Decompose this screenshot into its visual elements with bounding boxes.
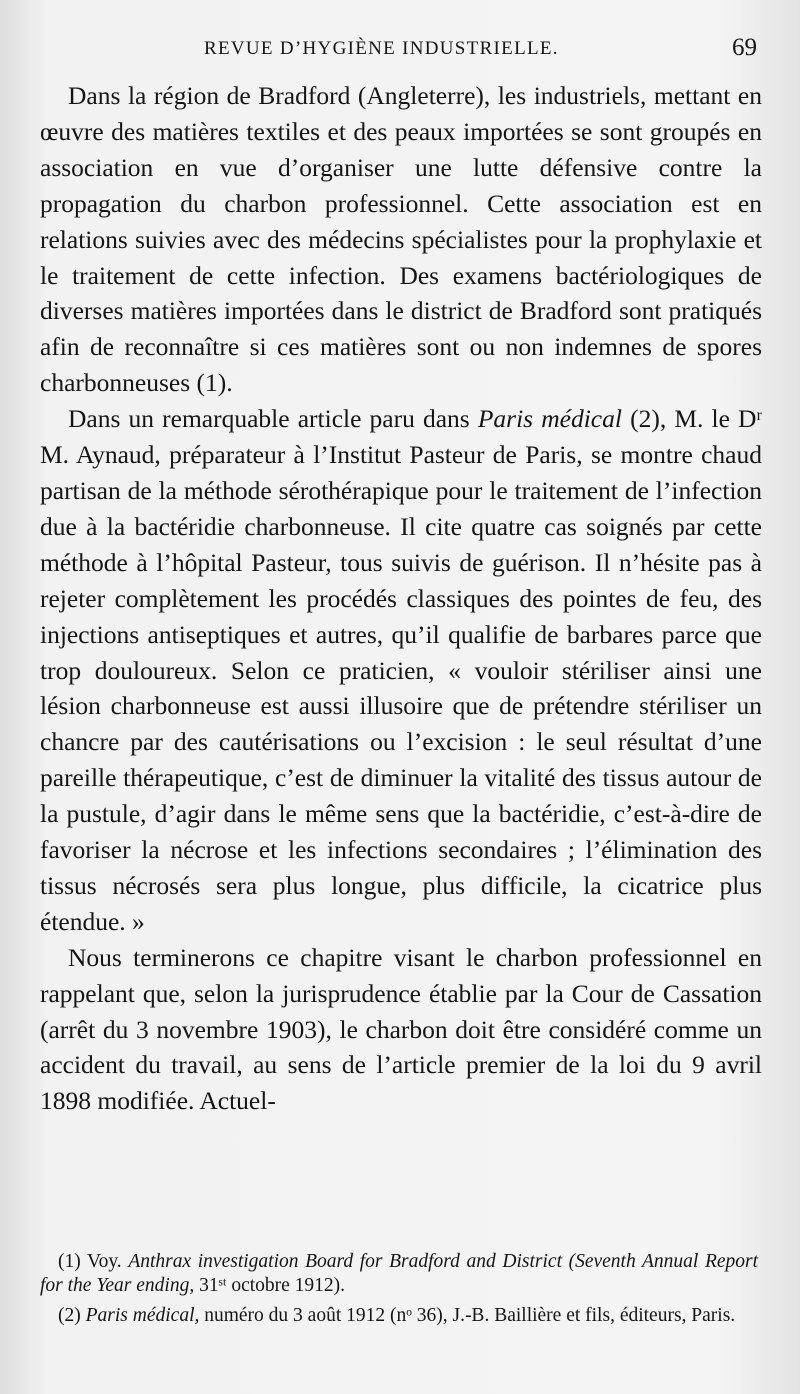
running-title: REVUE D’HYGIÈNE INDUSTRIELLE. [204, 38, 559, 59]
page-header [0, 34, 800, 68]
footnote-2 [40, 1304, 758, 1328]
paragraph-aynaud-lead: Dans un remarquable article paru dans [68, 404, 478, 434]
journal-title-paris-medical: Paris médical [477, 404, 622, 434]
page-number: 69 [732, 34, 757, 61]
footnote-2-lead: (2) [58, 1305, 86, 1326]
paragraph-aynaud-body: (2), M. le Dʳ M. Aynaud, préparateur à l’Institut Pasteur de Paris, se montre chaud partisan de la méthode sérothérapique pour le traitement de l’infection due à la bactéridie charbonneuse. Il cite quatre cas soignés par cette méthode à l’hôpital Pasteur, tous suivis de guérison. Il n’hésite pas à rejeter complètement les procédés classiques des pointes de feu, des injections antiseptiques et autres, qu’il qualifie de barbares parce que trop douloureux. Selon ce praticien, « vouloir stériliser ainsi une lésion charbonneuse est aussi illusoire que de prétendre stériliser un chancre par des cautérisations ou l’excision : le seul résultat d’une pareille thérapeutique, c’est de diminuer la vitalité des tissus autour de la pustule, d’agir dans le même sens que la bactéridie, c’est-à-dire de favoriser la nécrose et les infections secondaires ; l’élimination des tissus nécrosés sera plus longue, plus difficile, la cicatrice plus étendue. » [40, 404, 762, 936]
footnote-1-title: Anthrax investigation Board for Bradford and District (Seventh Annual Report for the Year ending, [40, 1251, 759, 1296]
footnote-2-tail: numéro du 3 août 1912 (nᵒ 36), J.-B. Baillière et fils, éditeurs, Paris. [199, 1305, 736, 1326]
paragraph-aynaud [40, 401, 762, 940]
footnote-2-title: Paris médical, [85, 1305, 200, 1326]
paragraph-bradford: Dans la région de Bradford (Angleterre), les industriels, mettant en œuvre des matières textiles et des peaux importées se sont groupés en association en vue d’organiser une lutte défensive contre la propagation du charbon professionnel. Cette association est en relations suivies avec des médecins spécialistes pour la prophylaxie et le traitement de cette infection. Des examens bactériologiques de diverses matières importées dans le district de Bradford sont pratiqués afin de reconnaître si ces matières sont ou non indemnes de spores charbonneuses (1). [40, 81, 762, 398]
body-text [40, 78, 762, 1119]
paragraph-jurisprudence: Nous terminerons ce chapitre visant le charbon professionnel en rappelant que, selon la jurisprudence établie par la Cour de Cassation (arrêt du 3 novembre 1903), le charbon doit être considéré comme un accident du travail, au sens de l’article premier de la loi du 9 avril 1898 modifiée. Actuel- [40, 942, 762, 1116]
footnote-1-tail: 31ˢᵗ octobre 1912). [194, 1275, 346, 1296]
footnotes [40, 1250, 758, 1328]
footnote-1 [40, 1250, 758, 1298]
footnote-1-lead: (1) Voy. [58, 1251, 129, 1272]
